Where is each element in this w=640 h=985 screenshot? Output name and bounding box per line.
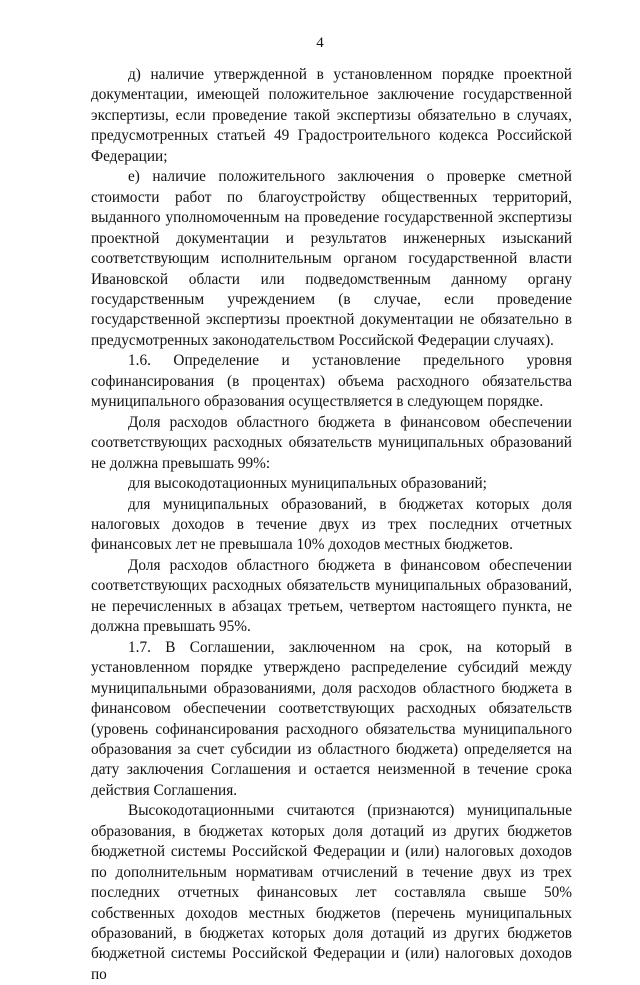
paragraph-share-99-percent: Доля расходов областного бюджета в финансовом обеспечении соответствующих расходных обязательств муниципальных образований не должна превышать 99%:	[91, 413, 572, 472]
paragraph-highly-subsidized: для высокодотационных муниципальных образований;	[128, 475, 487, 493]
paragraph-e-estimate-conclusion: е) наличие положительного заключения о проверке сметной стоимости работ по благоустройству общественных территорий, выданного уполномоченным на проведение государственной экспертизы проектной документации и результатов инженерных изысканий соответствующим исполнительным органом государственной власти Ивановской области или подведомственным данному органу государственным учреждением (в случае, если проведение государственной экспертизы проектной документации не обязательно в предусмотренных законодательством Российской Федерации случаях).	[91, 168, 572, 349]
paragraph-highly-subsidized-definition: Высокодотационными считаются (признаются) муниципальные образования, в бюджетах которых доля дотаций из других бюджетов бюджетной системы Российской Федерации и (или) налоговых доходов по дополнительным нормативам отчислений в течение двух из трех последних отчетных финансовых лет составляла свыше 50% собственных доходов местных бюджетов (перечень муниципальных образований, в бюджетах которых доля дотаций из других бюджетов бюджетной системы Российской Федерации и (или) налоговых доходов по	[91, 802, 572, 983]
paragraph-share-95-percent: Доля расходов областного бюджета в финансовом обеспечении соответствующих расходных обязательств муниципальных образований, не перечисленных в абзацах третьем, четвертом настоящего пункта, не должна превышать 95%.	[91, 556, 572, 636]
paragraph-d-project-documentation: д) наличие утвержденной в установленном порядке проектной документации, имеющей положительное заключение государственной экспертизы, если проведение такой экспертизы обязательно в случаях, предусмотренных статьей 49 Градостроительного кодекса Российской Федерации;	[91, 66, 572, 165]
paragraph-1-7-agreement: 1.7. В Соглашении, заключенном на срок, на который в установленном порядке утверждено распределение субсидий между муниципальными образованиями, доля расходов областного бюджета в финансовом обеспечении соответствующих расходных обязательств (уровень софинансирования расходного обязательства муниципального образования за счет субсидии из областного бюджета) определяется на дату заключения Соглашения и остается неизменной в течение срока действия Соглашения.	[91, 638, 572, 799]
paragraph-1-6-cofinancing-level: 1.6. Определение и установление предельного уровня софинансирования (в процентах) объема расходного обязательства муниципального образования осуществляется в следующем порядке.	[91, 352, 572, 411]
page-number: 4	[316, 35, 324, 51]
paragraph-tax-income-10-percent: для муниципальных образований, в бюджетах которых доля налоговых доходов в течение двух из трех последних отчетных финансовых лет не превышала 10% доходов местных бюджетов.	[91, 495, 572, 554]
document-body	[91, 65, 572, 985]
